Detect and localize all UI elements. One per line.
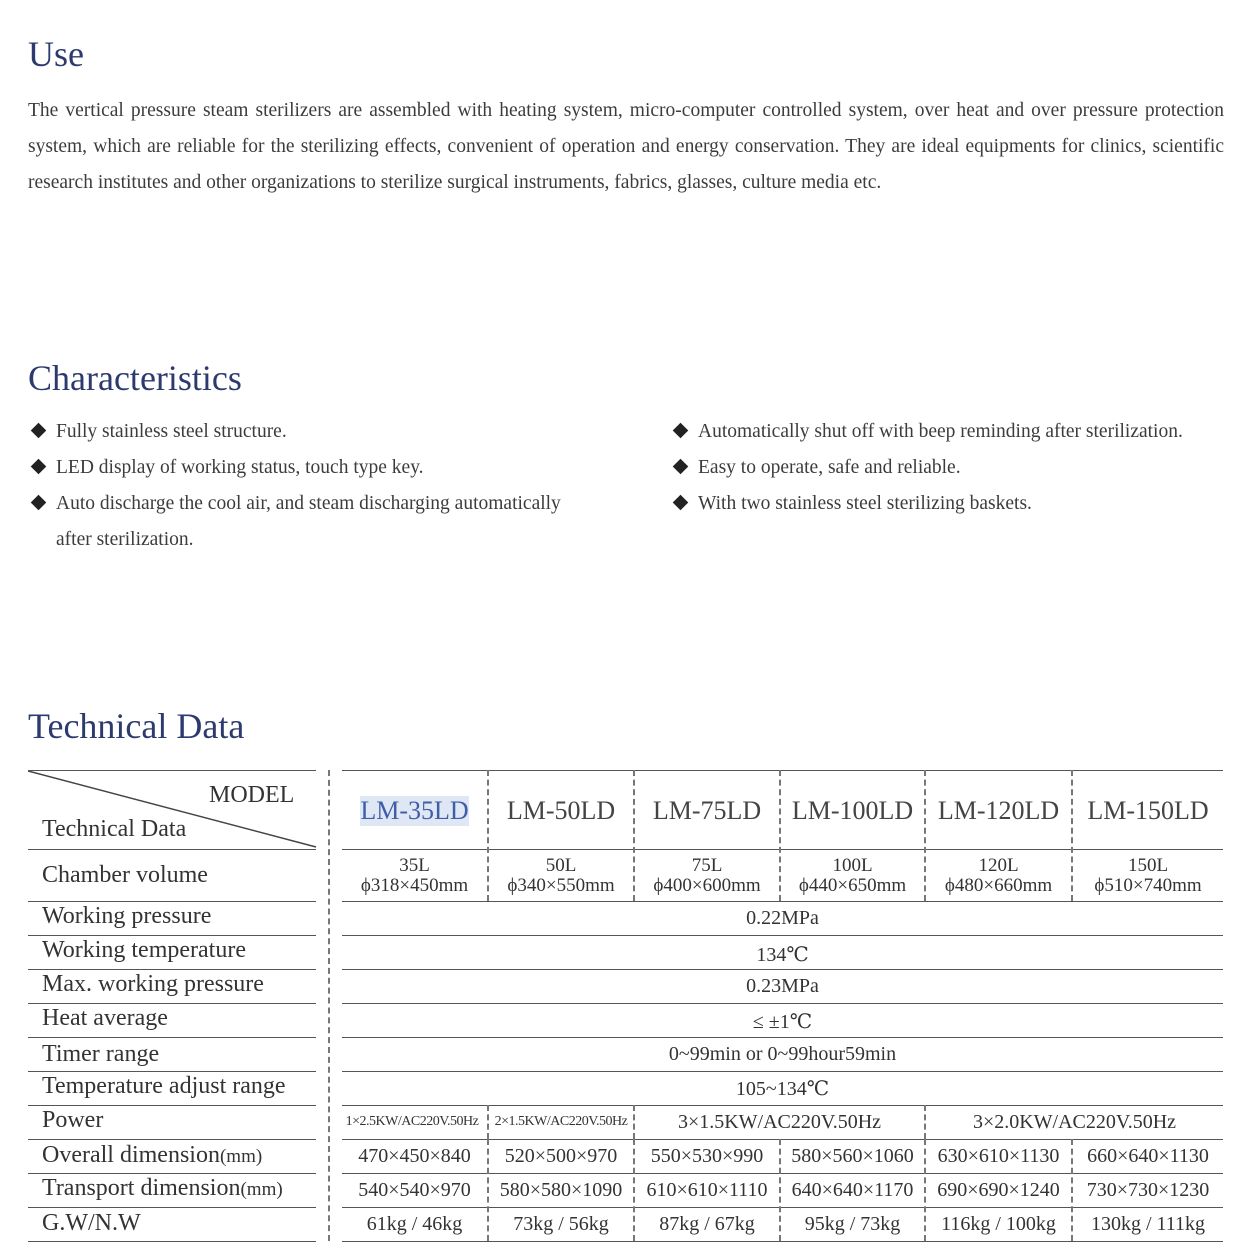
table-rule [342, 770, 1223, 771]
table-cell: 640×640×1170 [791, 1178, 914, 1201]
table-rule [342, 849, 1223, 850]
table-cell: 130kg / 111kg [1090, 1212, 1206, 1235]
table-rule [28, 1241, 316, 1242]
table-cell: 730×730×1230 [1086, 1178, 1210, 1201]
table-rule [342, 935, 1223, 936]
list-item: Automatically shut off with beep reminding after sterilization. [672, 414, 1242, 450]
model-cell-lm-150ld [1073, 790, 1223, 832]
diamond-bullet-icon [31, 459, 47, 475]
table-cell: 520×500×970 [504, 1144, 618, 1167]
header-model-label: MODEL [209, 782, 295, 808]
table-cell: 2×1.5KW/AC220V.50Hz [494, 1114, 628, 1129]
table-cell: 0~99min or 0~99hour59min [668, 1042, 897, 1065]
row-label-temperature-adjust-range: Temperature adjust range [42, 1073, 286, 1099]
table-cell: 35L ϕ318×450mm [360, 855, 469, 896]
table-cell: 630×610×1130 [937, 1144, 1060, 1167]
characteristics-title: Characteristics [28, 358, 242, 398]
table-cell: 550×530×990 [650, 1144, 764, 1167]
row-label-working-pressure: Working pressure [42, 903, 212, 929]
list-item: With two stainless steel sterilizing baskets. [672, 486, 1242, 522]
model-name: LM-50LD [506, 796, 616, 825]
diamond-bullet-icon [31, 423, 47, 439]
list-item: Easy to operate, safe and reliable. [672, 450, 1242, 486]
table-rule [28, 1139, 316, 1140]
table-cell: 116kg / 100kg [941, 1212, 1056, 1235]
table-cell: 75L ϕ400×600mm [653, 855, 761, 896]
technical-data-title: Technical Data [28, 706, 245, 746]
table-cell: 61kg / 46kg [366, 1212, 463, 1235]
table-cell: 540×540×970 [358, 1178, 471, 1201]
table-cell: 73kg / 56kg [513, 1212, 609, 1235]
table-cell: 95kg / 73kg [804, 1212, 901, 1235]
table-rule [28, 1207, 316, 1208]
list-item: LED display of working status, touch type key. [30, 450, 630, 486]
diamond-bullet-icon [673, 495, 689, 511]
table-cell: 470×450×840 [358, 1144, 471, 1167]
table-cell: 690×690×1240 [937, 1178, 1060, 1201]
table-cell: 610×610×1110 [646, 1178, 768, 1201]
table-cell: 3×2.0KW/AC220V.50Hz [972, 1110, 1177, 1133]
table-rule [342, 1241, 1223, 1242]
row-label-gw-nw: G.W/N.W [42, 1210, 141, 1236]
row-label-timer-range: Timer range [42, 1041, 160, 1067]
column-separator [328, 770, 330, 1241]
model-cell-lm-100ld [781, 790, 924, 832]
row-label-chamber-volume: Chamber volume [42, 862, 208, 888]
model-name: LM-120LD [937, 796, 1060, 825]
diamond-bullet-icon [673, 423, 689, 439]
table-cell: 0.23MPa [746, 974, 819, 997]
row-label-power: Power [42, 1107, 104, 1133]
table-cell: 580×580×1090 [499, 1178, 623, 1201]
row-label-overall-dimension: Overall dimension(mm) [42, 1142, 263, 1168]
table-cell: 134℃ [756, 943, 809, 966]
table-cell: 150L ϕ510×740mm [1094, 855, 1202, 896]
table-rule [28, 849, 316, 850]
model-cell-lm-50ld [489, 790, 633, 832]
header-technical-label: Technical Data [42, 816, 187, 842]
row-label-max-working-pressure: Max. working pressure [42, 971, 264, 997]
model-name: LM-150LD [1087, 796, 1209, 825]
model-cell-lm-120ld [926, 790, 1071, 832]
model-name: LM-35LD [360, 796, 469, 825]
model-name: LM-75LD [652, 796, 762, 825]
table-rule [28, 770, 316, 771]
table-cell: 120L ϕ480×660mm [944, 855, 1053, 896]
list-item: Auto discharge the cool air, and steam discharging automatically after sterilization. [30, 486, 630, 558]
table-cell: ≤ ±1℃ [752, 1010, 813, 1033]
diamond-bullet-icon [31, 495, 47, 511]
table-cell: 100L ϕ440×650mm [798, 855, 907, 896]
characteristics-list-right [672, 414, 1242, 522]
table-cell: 3×1.5KW/AC220V.50Hz [677, 1110, 882, 1133]
table-rule [28, 1037, 316, 1038]
row-label-working-temperature: Working temperature [42, 937, 246, 963]
table-cell: 50L ϕ340×550mm [507, 855, 615, 896]
model-name: LM-100LD [791, 796, 914, 825]
model-cell-lm-35ld [342, 790, 487, 832]
table-cell: 580×560×1060 [791, 1144, 914, 1167]
table-cell: 660×640×1130 [1087, 1144, 1209, 1167]
row-label-heat-average: Heat average [42, 1005, 168, 1031]
table-cell: 105~134℃ [735, 1077, 830, 1100]
characteristics-list-left [30, 414, 630, 558]
table-cell: 0.22MPa [746, 906, 819, 929]
use-description: The vertical pressure steam sterilizers are assembled with heating system, micro-computer controlled system, over heat and over pressure protection system, which are reliable for the sterilizing effects, convenient of operation and energy conservation. They are ideal equipments for clinics, scientific research institutes and other organizations to sterilize surgical instruments, fabrics, glasses, culture media etc. [28, 100, 1224, 193]
list-item: Fully stainless steel structure. [30, 414, 630, 450]
table-cell: 87kg / 67kg [659, 1212, 755, 1235]
use-title: Use [28, 34, 84, 74]
diamond-bullet-icon [673, 459, 689, 475]
row-label-transport-dimension: Transport dimension(mm) [42, 1175, 283, 1201]
table-cell: 1×2.5KW/AC220V.50Hz [345, 1114, 479, 1129]
model-cell-lm-75ld [635, 790, 779, 832]
